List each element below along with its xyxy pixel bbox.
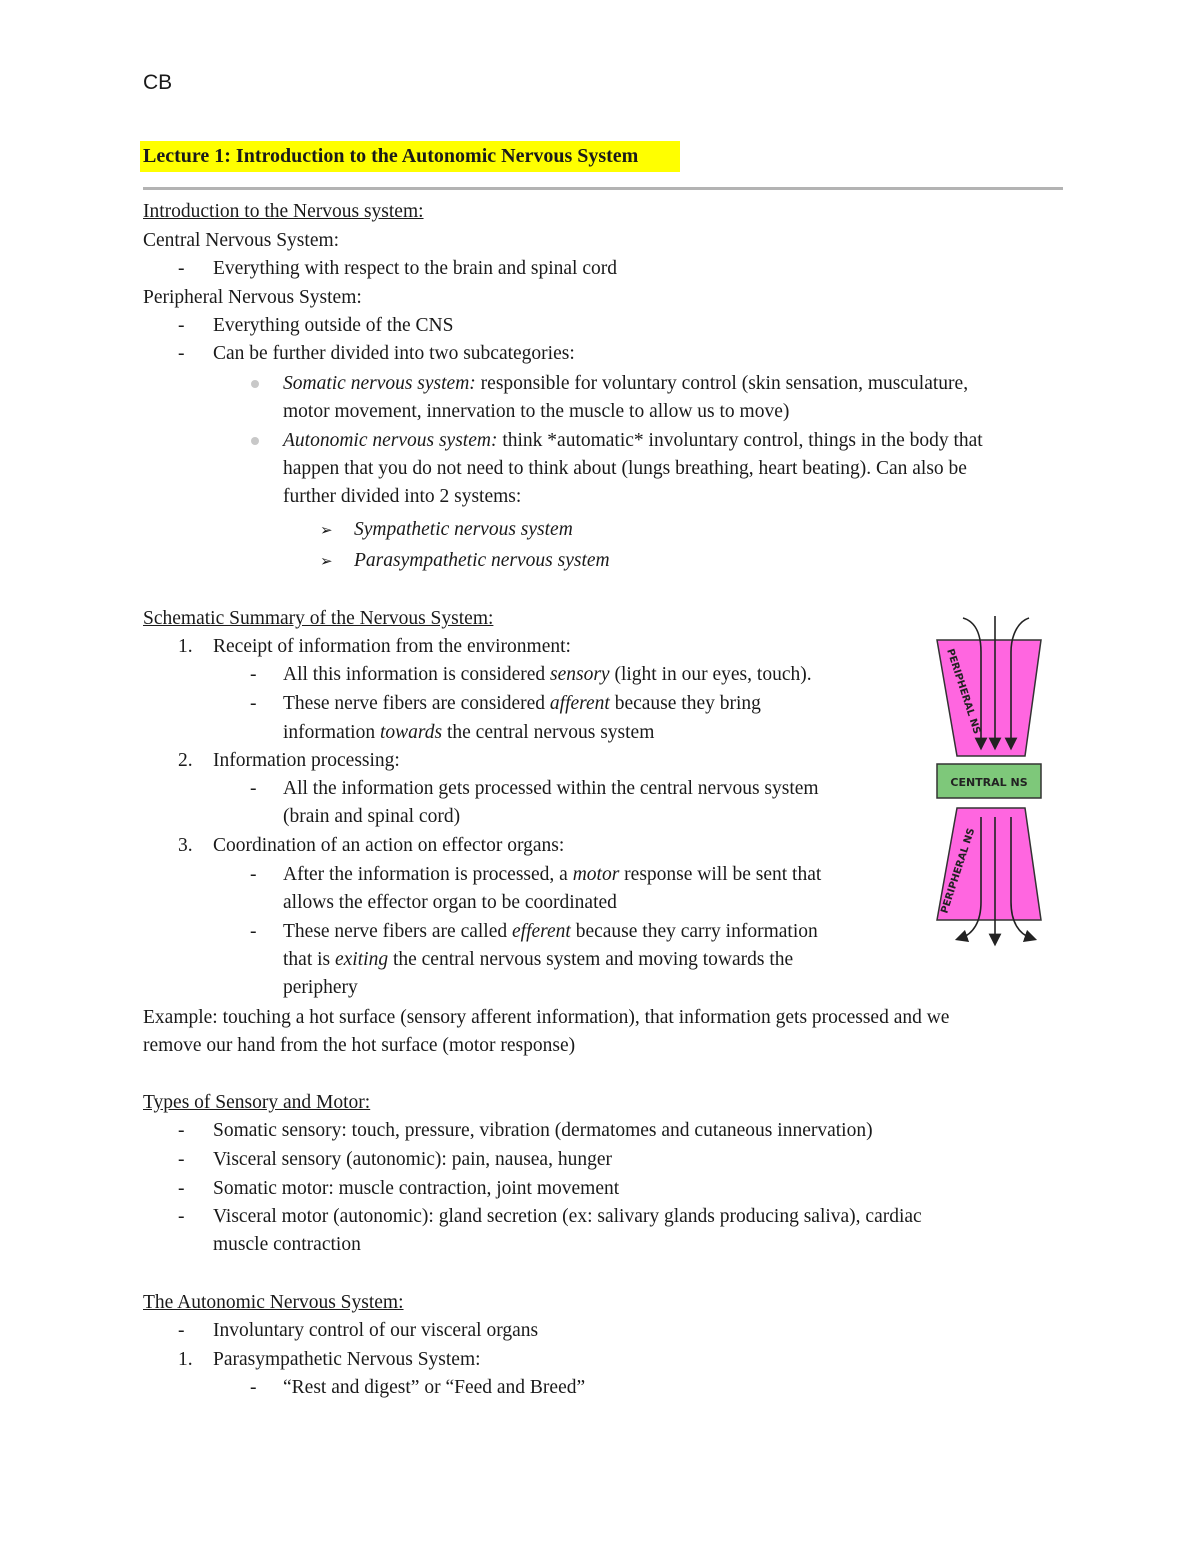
types-item-3: Somatic motor: muscle contraction, joint movement — [213, 1178, 620, 1199]
horizontal-rule — [143, 187, 1063, 190]
example-line-2: remove our hand from the hot surface (motor response) — [143, 1035, 576, 1056]
nervous-system-diagram — [925, 612, 1055, 947]
parasympathetic-item — [354, 547, 610, 575]
list-number: 2. — [178, 750, 193, 771]
efferent-post: because they carry information — [570, 921, 818, 942]
towards-pre: information — [283, 722, 380, 743]
dash-marker: - — [250, 864, 257, 885]
dash-marker: - — [250, 1377, 257, 1398]
top-funnel-label: PERIPHERAL NS — [944, 647, 983, 736]
autonomic-term: Autonomic nervous system: — [283, 430, 498, 451]
afferent-pre: These nerve fibers are considered — [283, 693, 550, 714]
pns-item-2: Can be further divided into two subcategories: — [213, 343, 575, 364]
efferent-term: efferent — [512, 921, 571, 942]
exiting-post: the central nervous system and moving towards the — [388, 949, 794, 970]
cns-label: Central Nervous System: — [143, 230, 340, 251]
intro-heading: Introduction to the Nervous system: — [143, 201, 424, 222]
header-initials: CB — [143, 71, 173, 94]
motor-post: response will be sent that — [619, 864, 822, 885]
types-item-2: Visceral sensory (autonomic): pain, nausea, hunger — [213, 1149, 612, 1170]
schematic-item-2: Information processing: — [213, 750, 400, 771]
dash-marker: - — [178, 315, 185, 336]
parasympathetic-text: Parasympathetic nervous system — [354, 550, 610, 571]
pns-label: Peripheral Nervous System: — [143, 287, 362, 308]
sensory-line — [283, 661, 812, 689]
bullet-icon — [251, 380, 259, 388]
exiting-term: exiting — [335, 949, 389, 970]
dash-marker: - — [250, 921, 257, 942]
autonomic-line-1 — [283, 427, 983, 455]
towards-term: towards — [379, 722, 443, 743]
autonomic-line-2: happen that you do not need to think about (lungs breathing, heart beating). Can also be — [283, 458, 967, 479]
exiting-line — [283, 946, 793, 974]
motor-line — [283, 861, 821, 889]
dash-marker: - — [178, 1320, 185, 1341]
dash-marker: - — [250, 664, 257, 685]
types-heading: Types of Sensory and Motor: — [143, 1092, 371, 1113]
sensory-post: (light in our eyes, touch). — [609, 664, 812, 685]
towards-line — [283, 719, 654, 747]
arrow-bullet-icon: ➢ — [320, 552, 333, 570]
arrow-bullet-icon: ➢ — [320, 521, 333, 539]
types-item-4: Visceral motor (autonomic): gland secretion (ex: salivary glands producing saliva), cardiac — [213, 1206, 922, 1227]
schematic-item-1: Receipt of information from the environment: — [213, 636, 571, 657]
dash-marker: - — [178, 1120, 185, 1141]
dash-marker: - — [178, 343, 185, 364]
efferent-line — [283, 918, 818, 946]
afferent-line — [283, 690, 761, 718]
example-line-1: Example: touching a hot surface (sensory afferent information), that information gets processed and we — [143, 1007, 950, 1028]
motor-pre: After the information is processed, a — [283, 864, 573, 885]
bullet-icon — [251, 437, 259, 445]
processing-line-2: (brain and spinal cord) — [283, 806, 461, 827]
somatic-text: responsible for voluntary control (skin sensation, musculature, — [475, 373, 969, 394]
periphery-line: periphery — [283, 977, 358, 998]
ans-item-1: Involuntary control of our visceral organs — [213, 1320, 539, 1341]
afferent-post: because they bring — [609, 693, 761, 714]
motor-line-2: allows the effector organ to be coordinated — [283, 892, 617, 913]
bottom-funnel-label: PERIPHERAL NS — [939, 826, 978, 915]
somatic-line-1 — [283, 370, 968, 398]
ans-item-2: Parasympathetic Nervous System: — [213, 1349, 481, 1370]
autonomic-text: think *automatic* involuntary control, things in the body that — [497, 430, 983, 451]
somatic-term: Somatic nervous system: — [283, 373, 476, 394]
pns-item-1: Everything outside of the CNS — [213, 315, 454, 336]
schematic-item-3: Coordination of an action on effector organs: — [213, 835, 565, 856]
dash-marker: - — [178, 258, 185, 279]
ans-heading: The Autonomic Nervous System: — [143, 1292, 404, 1313]
list-number: 1. — [178, 1349, 193, 1370]
dash-marker: - — [178, 1206, 185, 1227]
types-item-4-cont: muscle contraction — [213, 1234, 361, 1255]
efferent-pre: These nerve fibers are called — [283, 921, 512, 942]
motor-term: motor — [572, 864, 620, 885]
towards-post: the central nervous system — [442, 722, 655, 743]
exiting-pre: that is — [283, 949, 335, 970]
central-ns-label: CENTRAL NS — [950, 776, 1028, 789]
somatic-line-2: motor movement, innervation to the muscle to allow us to move) — [283, 401, 790, 422]
schematic-heading: Schematic Summary of the Nervous System: — [143, 608, 494, 629]
sympathetic-text: Sympathetic nervous system — [354, 519, 573, 540]
list-number: 1. — [178, 636, 193, 657]
afferent-term: afferent — [549, 693, 610, 714]
cns-item: Everything with respect to the brain and spinal cord — [213, 258, 617, 279]
list-number: 3. — [178, 835, 193, 856]
autonomic-line-3: further divided into 2 systems: — [283, 486, 522, 507]
page-title: Lecture 1: Introduction to the Autonomic Nervous System — [143, 145, 639, 167]
types-item-1: Somatic sensory: touch, pressure, vibration (dermatomes and cutaneous innervation) — [213, 1120, 873, 1141]
sympathetic-item — [354, 516, 573, 544]
sensory-term: sensory — [550, 664, 610, 685]
dash-marker: - — [178, 1149, 185, 1170]
sensory-pre: All this information is considered — [283, 664, 551, 685]
dash-marker: - — [250, 693, 257, 714]
ans-item-3: “Rest and digest” or “Feed and Breed” — [283, 1377, 586, 1398]
dash-marker: - — [178, 1178, 185, 1199]
dash-marker: - — [250, 778, 257, 799]
processing-line-1: All the information gets processed within the central nervous system — [283, 778, 819, 799]
